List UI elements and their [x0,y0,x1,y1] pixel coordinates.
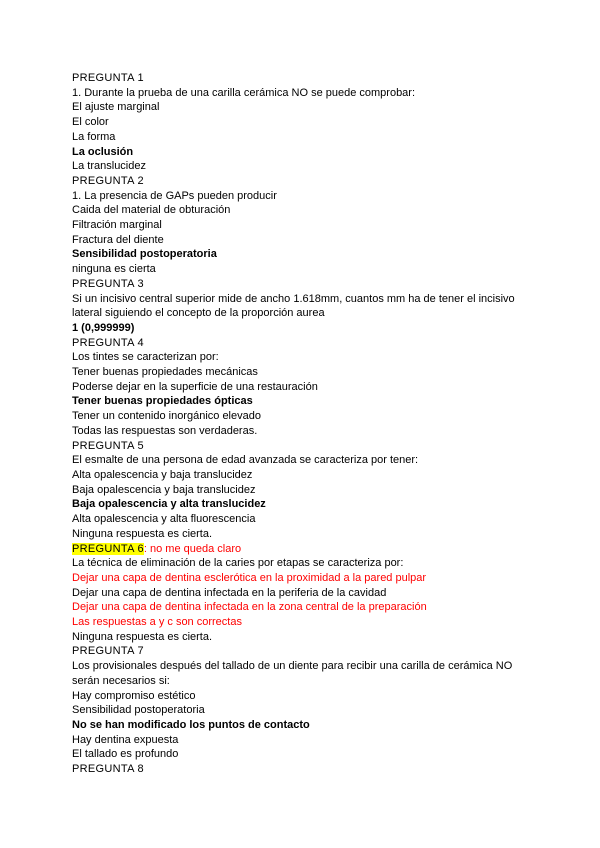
question-text: Los provisionales después del tallado de un diente para recibir una carilla de cerámica NO serán necesarios si: [72,660,513,687]
correct-option: Baja opalescencia y alta translucidez [72,498,266,511]
question-block-1 [72,71,542,174]
option: Alta opalescencia y alta fluorescencia [72,513,256,526]
option: Ninguna respuesta es cierta. [72,630,213,643]
option: Hay compromiso estético [72,689,196,702]
correct-answer: 1 (0,999999) [72,321,135,334]
question-block-4 [72,336,542,439]
question-text: Los tintes se caracterizan por: [72,351,219,364]
option: La forma [72,130,116,143]
question-block-3 [72,277,542,336]
question-text: Si un incisivo central superior mide de ancho 1.618mm, cuantos mm ha de tener el incisivo lateral siguiendo el concepto de la proporción aurea [72,292,515,320]
correct-option: La oclusión [72,145,134,158]
question-text: 1. La presencia de GAPs pueden producir [72,189,277,202]
option: Tener un contenido inorgánico elevado [72,410,261,423]
question-header: PREGUNTA 3 [72,277,144,290]
option: ninguna es cierta [72,263,156,276]
correct-option: Tener buenas propiedades ópticas [72,395,253,408]
question-header: PREGUNTA 5 [72,439,144,452]
question-header-row [72,542,542,557]
option: Poderse dejar en la superficie de una restauración [72,380,318,393]
option: Baja opalescencia y baja translucidez [72,483,256,496]
option: La translucidez [72,160,146,173]
option: Alta opalescencia y baja translucidez [72,468,253,481]
question-header: PREGUNTA 8 [72,763,144,776]
document-page [72,71,542,777]
option: Caida del material de obturación [72,204,231,217]
option: Sensibilidad postoperatoria [72,704,205,717]
option: El color [72,116,109,129]
option: Hay dentina expuesta [72,733,179,746]
question-text: El esmalte de una persona de edad avanzada se caracteriza por tener: [72,454,419,467]
question-header: PREGUNTA 2 [72,174,144,187]
correct-option: No se han modificado los puntos de contacto [72,718,310,731]
option: Dejar una capa de dentina infectada en la periferia de la cavidad [72,586,387,599]
question-text: 1. Durante la prueba de una carilla cerámica NO se puede comprobar: [72,86,416,99]
option: Tener buenas propiedades mecánicas [72,366,258,379]
question-text: La técnica de eliminación de la caries por etapas se caracteriza por: [72,557,404,570]
option: Fractura del diente [72,233,164,246]
option: El ajuste marginal [72,101,160,114]
highlighted-option: Dejar una capa de dentina esclerótica en la proximidad a la pared pulpar [72,571,427,584]
highlighted-option: Las respuestas a y c son correctas [72,616,242,629]
option: El tallado es profundo [72,748,179,761]
option: Filtración marginal [72,219,162,232]
question-block-6 [72,542,542,645]
question-header-highlighted: PREGUNTA 6 [72,542,144,555]
highlighted-option: Dejar una capa de dentina infectada en la zona central de la preparación [72,601,427,614]
question-header: PREGUNTA 4 [72,336,144,349]
question-block-7 [72,644,542,762]
annotation-note: no me queda claro [146,542,242,555]
question-header: PREGUNTA 1 [72,72,144,84]
option: Ninguna respuesta es cierta. [72,527,213,540]
question-block-8 [72,762,542,777]
question-header: PREGUNTA 7 [72,645,144,658]
question-block-5 [72,439,542,542]
option: Todas las respuestas son verdaderas. [72,424,258,437]
correct-option: Sensibilidad postoperatoria [72,248,217,261]
header-colon: : [143,542,147,555]
question-block-2 [72,174,542,277]
